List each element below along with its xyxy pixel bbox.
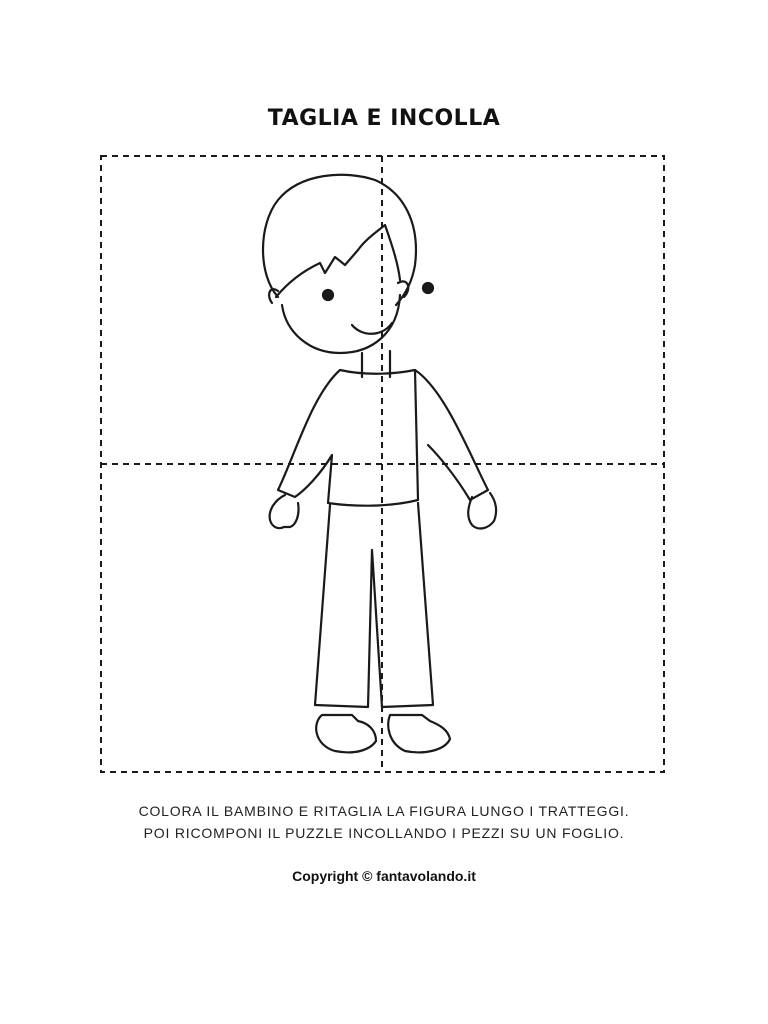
instructions-line-1: COLORA IL BAMBINO E RITAGLIA LA FIGURA LUNGO I TRATTEGGI. <box>138 803 630 819</box>
pants <box>315 503 433 707</box>
instructions-line-2: POI RICOMPONI IL PUZZLE INCOLLANDO I PEZZI SU UN FOGLIO. <box>143 825 625 841</box>
page-title: TAGLIA E INCOLLA <box>267 106 501 131</box>
boy-figure <box>100 155 665 773</box>
right-hand <box>468 493 496 528</box>
right-eye <box>423 283 433 293</box>
left-eye <box>323 290 333 300</box>
copyright-text: Copyright © fantavolando.it <box>292 868 476 884</box>
instructions <box>0 800 768 844</box>
right-sleeve <box>415 370 488 500</box>
left-shoe <box>316 715 376 752</box>
right-shoe <box>388 715 450 752</box>
left-hand <box>270 495 299 528</box>
shirt <box>278 370 418 506</box>
puzzle-area <box>100 155 665 773</box>
